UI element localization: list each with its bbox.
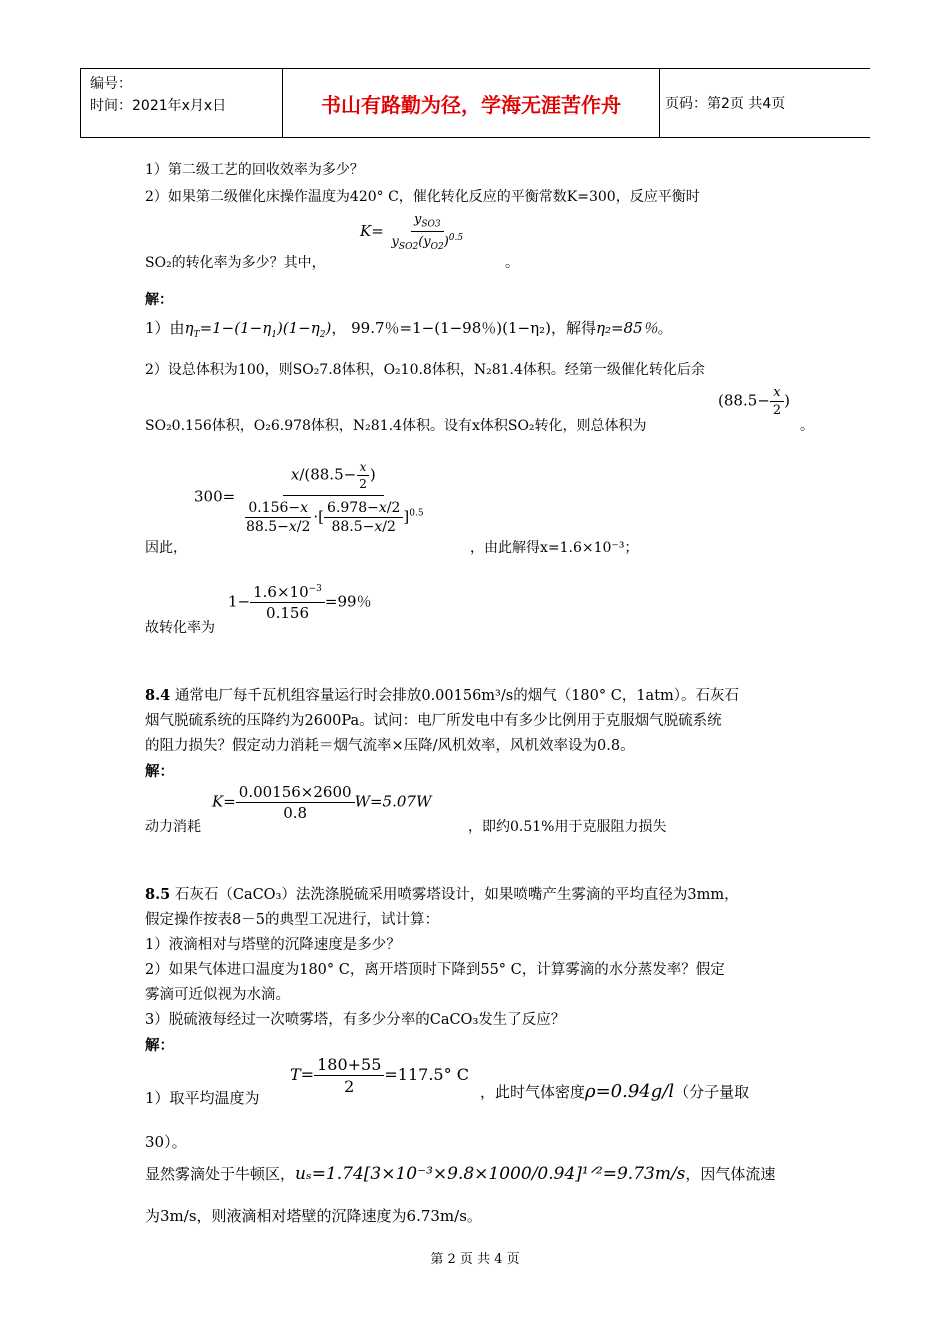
- header-number: 编号：: [90, 76, 132, 92]
- power-denominator: 0.8: [283, 804, 308, 822]
- solution-step-1: [145, 318, 673, 345]
- solution-step-3: SO₂0.156体积，O₂6.978体积，N₂81.4体积。设有x体积SO₂转化，则总体积为: [145, 418, 647, 434]
- problem-8-4-line-1: [145, 683, 810, 709]
- header-info: [90, 73, 226, 117]
- answer-1-density: [480, 1082, 749, 1102]
- problem-8-5-text-1: 石灰石（CaCO₃）法洗涤脱硫采用喷雾塔设计，如果喷嘴产生雾滴的平均直径为3mm，: [170, 887, 739, 903]
- newton-prefix: 显然雾滴处于牛顿区，: [145, 1165, 296, 1183]
- total-volume-formula: (88.5− $\frac{x}{2}$ ): [718, 385, 790, 418]
- problem-8-5-line-2: 假定操作按表8－5的典型工况进行，试计算：: [145, 912, 439, 928]
- problem-8-5-question-3: 3）脱硫液每经过一次喷雾塔，有多少分率的CaCO₃发生了反应？: [145, 1012, 566, 1028]
- header-page-number: 页码：第2页 共4页: [665, 96, 786, 112]
- problem-8-5-number: 8.5: [145, 886, 171, 903]
- answer-1-line: [145, 1088, 260, 1108]
- power-conclusion: ，即约0.51%用于克服阻力损失: [468, 819, 667, 835]
- power-equation: K= $\frac{0.00156\times 2600}{0.8}$ W=5.07W: [212, 783, 432, 822]
- eta-t-equation: $\eta_T=1-(1-\eta_1)(1-\eta_2)$: [184, 319, 332, 340]
- problem-8-5-question-2b: 雾滴可近似视为水滴。: [145, 987, 290, 1003]
- page-header: [80, 68, 870, 138]
- final-answer: 为3m/s，则液滴相对塔壁的沉降速度为6.73m/s。: [145, 1207, 482, 1225]
- question-line-3-text: SO₂的转化率为多少？其中，: [145, 255, 326, 271]
- header-motto: 书山有路勤为径，学海无涯苦作舟: [321, 92, 621, 117]
- page-footer: 第 2 页 共 4 页: [430, 1252, 520, 1267]
- problem-8-4: [145, 683, 810, 784]
- problem-8-4-line-3: 的阻力损失？假定动力消耗＝烟气流率×压降/风机效率，风机效率设为0.8。: [145, 738, 635, 754]
- problem-8-4-text-1: 通常电厂每千瓦机组容量运行时会排放0.00156m³/s的烟气（180° C，1atm）。石灰石: [170, 688, 740, 704]
- solution-step-3-end: 。: [800, 418, 814, 434]
- temp-numerator: 180+55: [314, 1055, 384, 1076]
- power-text: 动力消耗: [145, 819, 201, 835]
- solution-step-2: 2）设总体积为100，则SO₂7.8体积，O₂10.8体积，N₂81.4体积。经第一级催化转化后余: [145, 362, 705, 378]
- header-divider-2: [659, 69, 660, 137]
- solution-step-5: 故转化率为: [145, 620, 215, 636]
- header-border-left: [80, 69, 81, 137]
- temp-denominator: 2: [344, 1077, 355, 1096]
- answer-1-density-label: ，此时气体密度: [480, 1083, 586, 1101]
- power-result: W=5.07W: [354, 792, 432, 811]
- problem-8-5-line-1: [145, 882, 810, 908]
- answer-1-suffix: （分子量取: [674, 1083, 750, 1101]
- question-line-1: 1）第二级工艺的回收效率为多少？: [145, 162, 364, 178]
- problem-8-4-solution-title: 解：: [145, 763, 174, 780]
- equilibrium-equation: 300= x/(88.5− $\frac{x}{2}$ ) $\frac{0.156-x}{88.5-x/2}$ ·[ $\frac{6.978-x/2}{88.5-x/2}$ ]$^{0.5}$: [194, 460, 424, 535]
- s1-solve: ，解得: [550, 319, 596, 337]
- problem-8-4-line-2: 烟气脱硫系统的压降约为2600Pa。试问：电厂所发电中有多少比例用于克服烟气脱硫系统: [145, 713, 722, 729]
- solution-step-4-result: ，由此解得x=1.6×10⁻³；: [470, 540, 639, 556]
- header-time: 时间：2021年x月x日: [90, 98, 227, 114]
- s1-prefix: 1）由: [145, 319, 185, 337]
- solution-step-4: 因此，: [145, 540, 187, 556]
- question-line-2: 2）如果第二级催化床操作温度为420° C，催化转化反应的平衡常数K=300，反应平衡时: [145, 189, 700, 205]
- temp-result: =117.5° C: [384, 1065, 469, 1084]
- temperature-equation: T= $\frac{180+55}{2}$ =117.5° C: [290, 1055, 469, 1096]
- k-formula: K= $\frac{y_{SO3}}{y_{SO2}(y_{O2})^{0.5}}$: [360, 212, 464, 252]
- s1-comma: ，: [331, 319, 347, 337]
- newton-suffix: ，因气体流速: [685, 1165, 776, 1183]
- density-value: ρ=0.94g/l: [585, 1081, 675, 1102]
- problem-8-5-question-2a: 2）如果气体进口温度为180° C，离开塔顶时下降到55° C，计算雾滴的水分蒸发率？假定: [145, 962, 725, 978]
- answer-1-prefix: 1）取平均温度为: [145, 1089, 260, 1107]
- s1-end: 。: [657, 319, 673, 337]
- problem-8-5: [145, 882, 810, 1058]
- power-numerator: 0.00156×2600: [236, 783, 355, 803]
- s1-result: η₂=85％: [595, 319, 658, 337]
- problem-8-5-question-1: 1）液滴相对与塔壁的沉降速度是多少？: [145, 937, 401, 953]
- s1-equation-2: 99.7％=1−(1−98％)(1−η₂): [351, 319, 551, 337]
- problem-8-5-solution-title: 解：: [145, 1037, 174, 1054]
- newton-line: [145, 1164, 775, 1184]
- question-line-3-end: 。: [505, 255, 519, 271]
- answer-1-continuation: 30）。: [145, 1133, 187, 1151]
- solution-title: 解：: [145, 292, 173, 308]
- conversion-rate-equation: 1− $\frac{1.6\times 10^{-3}}{0.156}$ =99％: [228, 583, 372, 622]
- settling-velocity-equation: uₛ=1.74[3×10⁻³×9.8×1000/0.94]¹ᐟ²=9.73m/s: [295, 1164, 686, 1184]
- question-line-3: [145, 253, 326, 273]
- problem-8-4-number: 8.4: [145, 687, 171, 704]
- conversion-result: =99％: [324, 592, 372, 611]
